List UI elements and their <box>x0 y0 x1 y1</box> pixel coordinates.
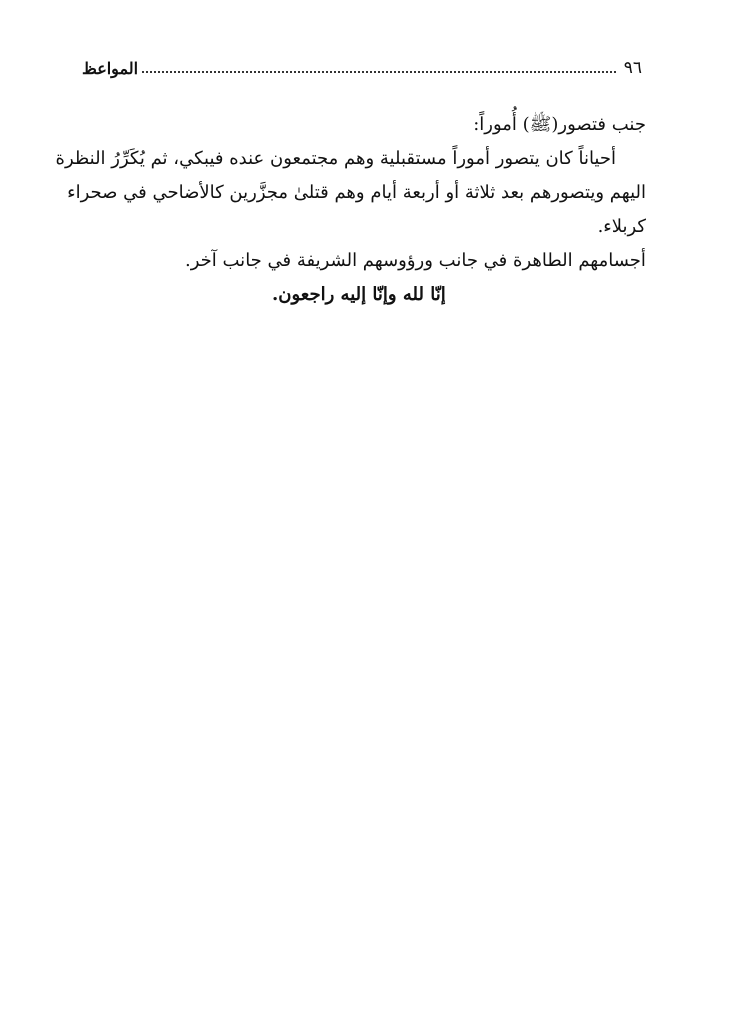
text-line: جنب فتصور(ﷺ) أُموراً: <box>473 114 646 135</box>
text-line: أحياناً كان يتصور أموراً مستقبلية وهم مجتمعون عنده فيبكي، ثم يُكَرِّرُ النظرة <box>55 148 616 169</box>
running-header <box>82 50 642 78</box>
text-line: كربلاء. <box>597 216 646 237</box>
body-text <box>55 108 646 312</box>
text-line: اليهم ويتصورهم بعد ثلاثة أو أربعة أيام وهم قتلىٰ مجزَّرين كالأضاحي في صحراء <box>67 182 646 203</box>
page-number: ٩٦ <box>623 58 642 78</box>
dotted-leader <box>142 71 616 73</box>
running-title: المواعظ <box>82 59 139 78</box>
text-line: أجسامهم الطاهرة في جانب ورؤوسهم الشريفة في جانب آخر. <box>185 250 646 271</box>
text-line: إنّا لله وإنّا إليه راجعون. <box>272 284 446 305</box>
